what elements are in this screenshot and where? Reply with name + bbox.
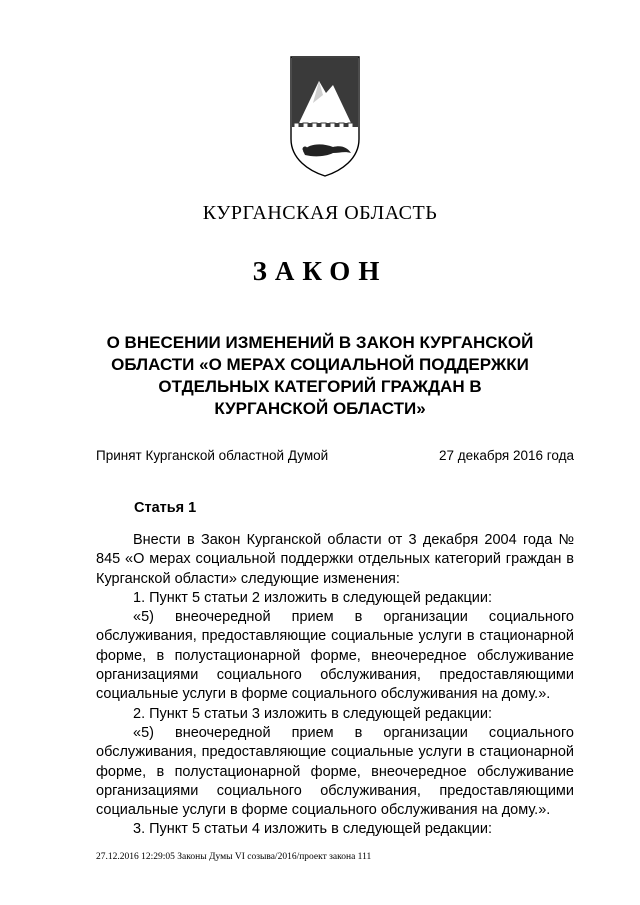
law-title: О ВНЕСЕНИИ ИЗМЕНЕНИЙ В ЗАКОН КУРГАНСКОЙ ОБЛАСТИ «О МЕРАХ СОЦИАЛЬНОЙ ПОДДЕРЖКИ ОТДЕЛЬНЫХ КАТЕГОРИЙ ГРАЖДАН В КУРГАНСКОЙ ОБЛАСТИ»	[106, 333, 534, 418]
region-name: КУРГАНСКАЯ ОБЛАСТЬ	[202, 202, 438, 224]
paragraph: 3. Пункт 5 статьи 4 изложить в следующей редакции:	[133, 821, 493, 838]
article-body	[96, 531, 574, 840]
paragraph: 1. Пункт 5 статьи 2 изложить в следующей редакции:	[133, 589, 493, 606]
paragraph: Внести в Закон Курганской области от 3 декабря 2004 года № 845 «О мерах социальной поддержки отдельных категорий граждан в Курганской области» следующие изменения:	[96, 532, 574, 587]
adopted-by: Принят Курганской областной Думой	[96, 448, 329, 463]
adoption-date: 27 декабря 2016 года	[438, 448, 574, 463]
paragraph: «5) внеочередной прием в организации социального обслуживания, предоставляющие социальные услуги в стационарной форме, в полустационарной форме, внеочередное обслуживание организациями социального обслуживания, предоставляющими социальные услуги в форме социального обслуживания на дому.».	[96, 724, 574, 819]
document-type: ЗАКОН	[252, 256, 388, 286]
article-heading: Статья 1	[134, 500, 197, 516]
paragraph: «5) внеочередной прием в организации социального обслуживания, предоставляющие социальные услуги в стационарной форме, в полустационарной форме, внеочередное обслуживание организациями социального обслуживания, предоставляющими социальные услуги в форме социального обслуживания на дому.».	[96, 609, 574, 703]
paragraph: 2. Пункт 5 статьи 3 изложить в следующей редакции:	[133, 705, 493, 722]
footer-meta: 27.12.2016 12:29:05 Законы Думы VI созыва/2016/проект закона 111	[96, 852, 372, 862]
coat-of-arms-icon	[289, 55, 361, 177]
